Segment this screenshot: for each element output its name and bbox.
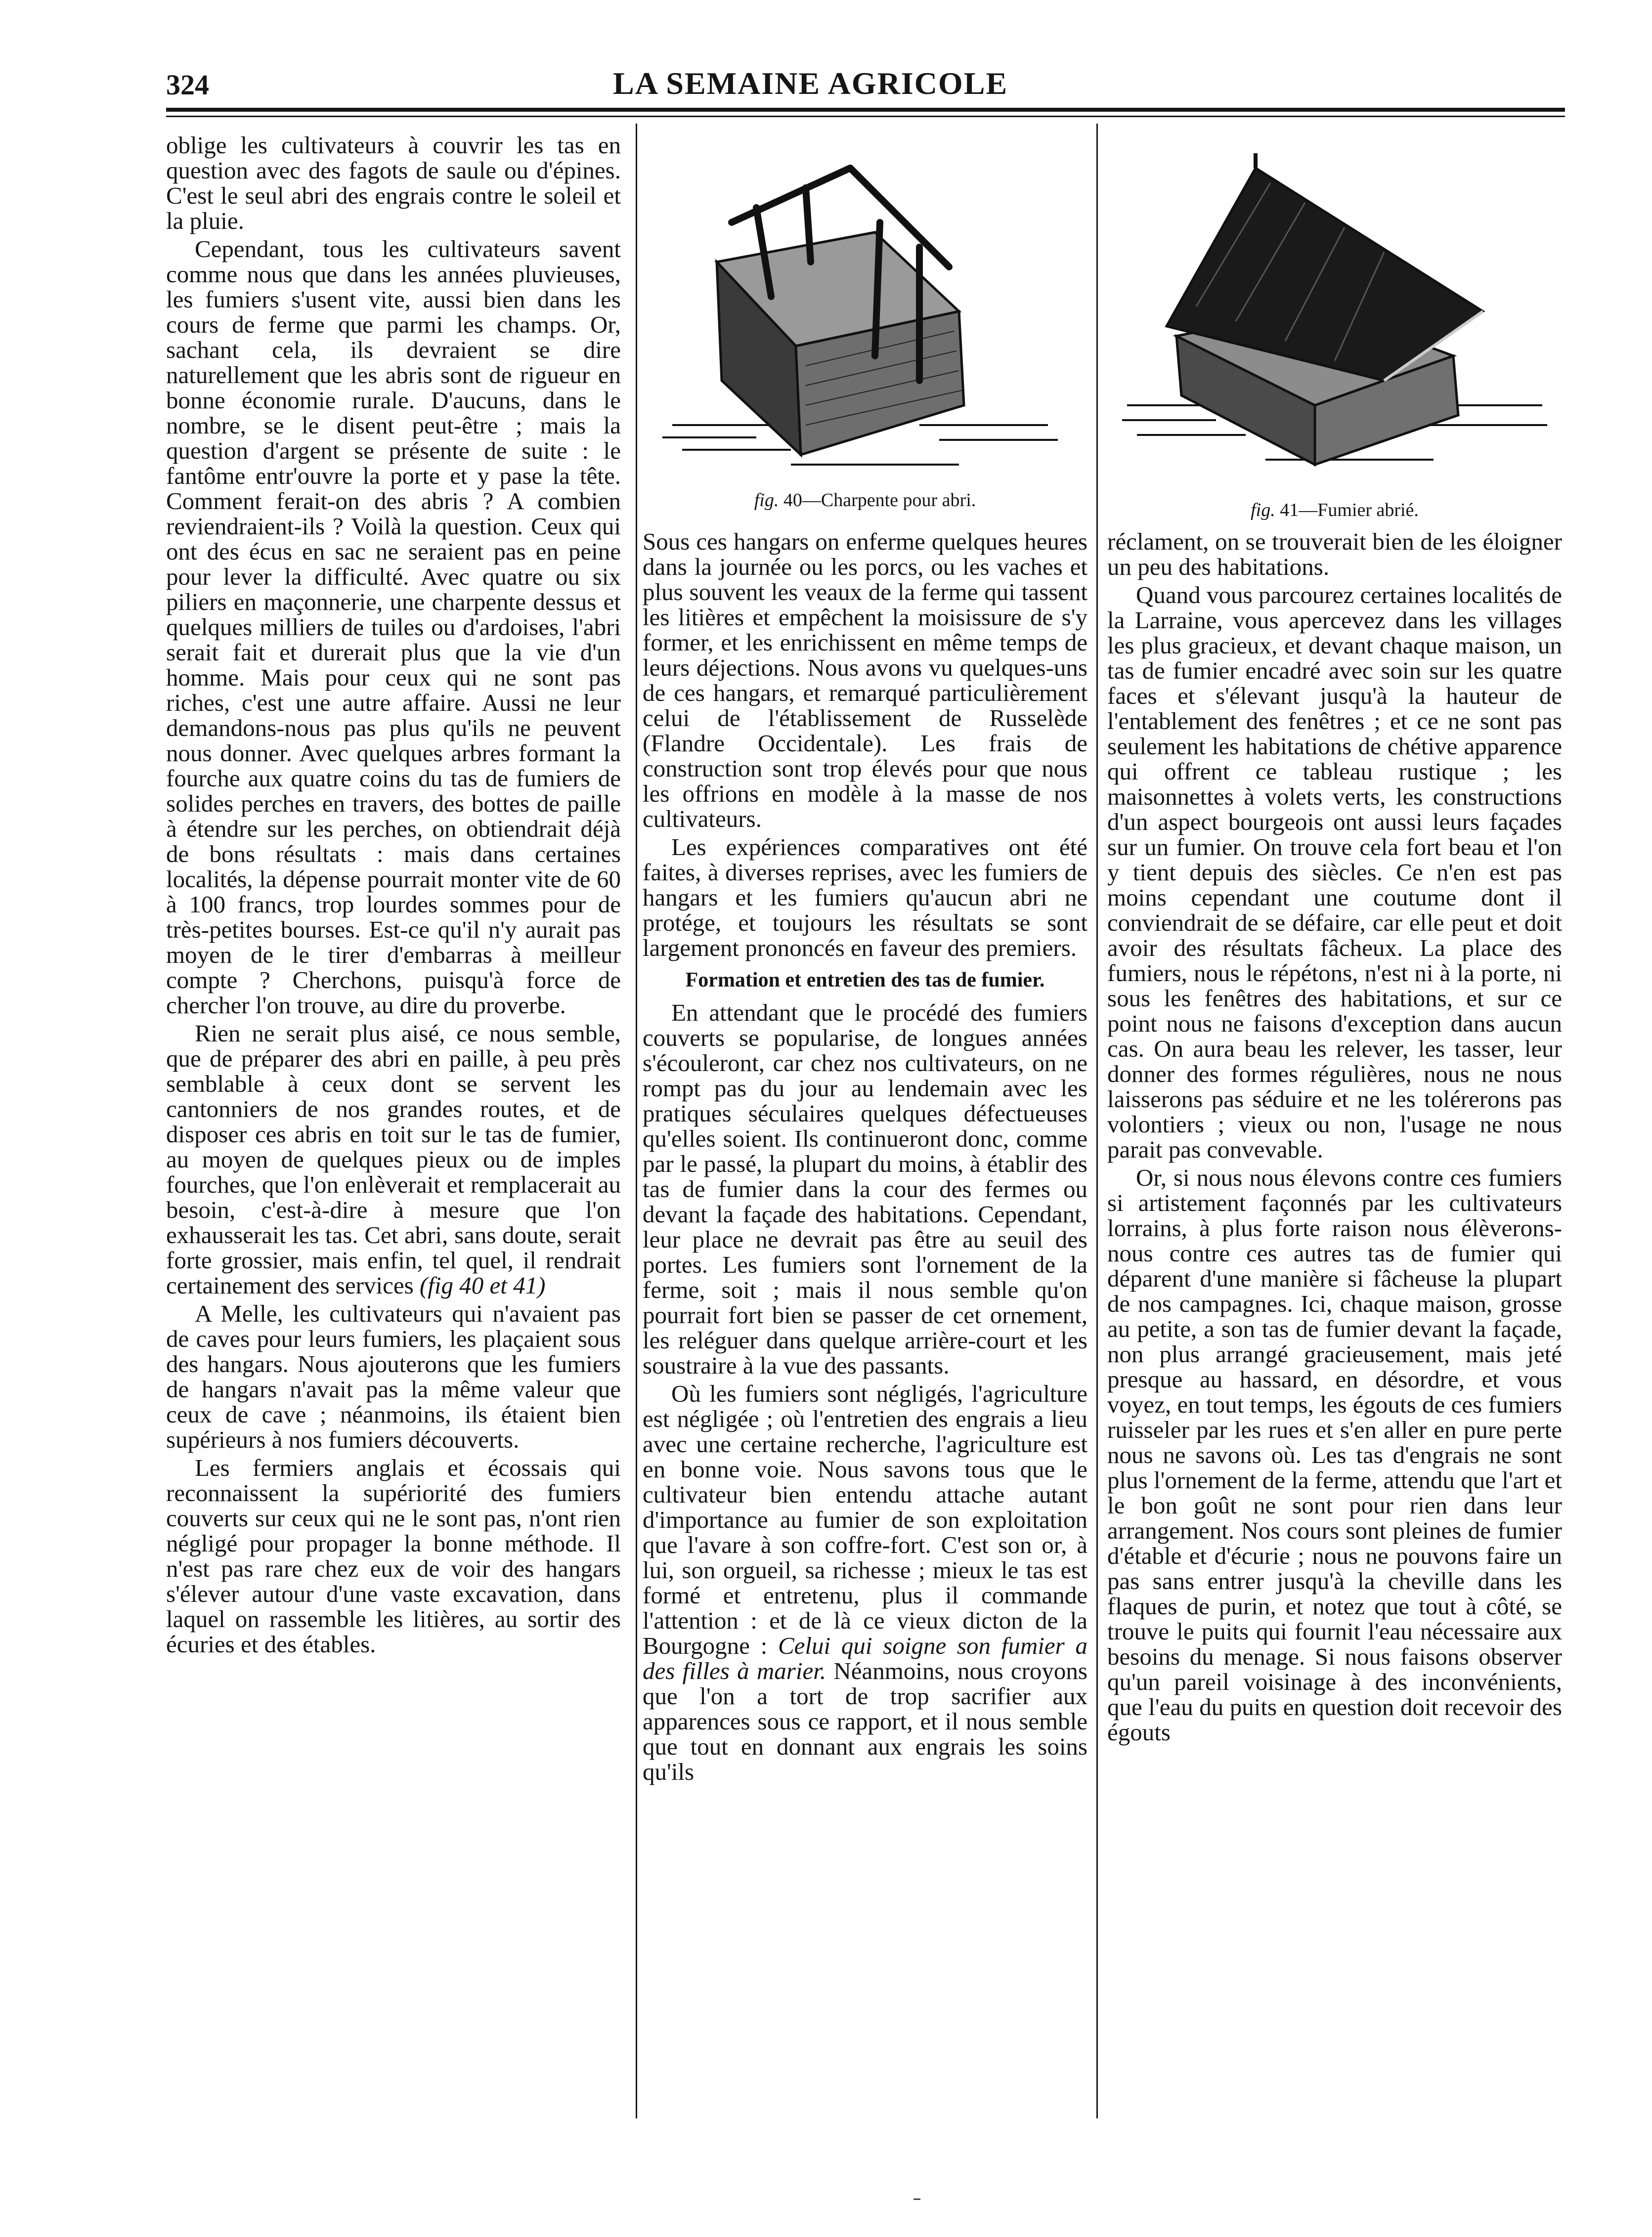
figure-40-illustration (643, 148, 1087, 484)
column-1 (166, 132, 621, 2114)
figure-caption-text: —Fumier abrié. (1299, 500, 1419, 520)
paragraph: Les fermiers anglais et écossais qui reconnaissent la supériorité des fumiers couverts sur ceux qui ne le sont pas, n'ont rien négligé pour propager la bonne méthode. Il n'est pas rare chez eux de voir des hangars s'élever autour d'une vaste excavation, dans laquel on rassemble les litières, au sortir des écuries et des étables. (166, 1454, 621, 1658)
proverb-quote: Celui qui soigne son fumier a des filles à marier. (643, 1632, 1087, 1684)
paragraph-text: Néanmoins, nous croyons que l'on a tort de trop sacrifier aux apparences sous ce rapport, et il nous semble que tout en donnant aux engrais les soins qu'ils (643, 1657, 1087, 1785)
section-heading: Formation et entretien des tas de fumier. (685, 969, 1045, 991)
paragraph: A Melle, les cultivateurs qui n'avaient pas de caves pour leurs fumiers, les plaçaient sous des hangars. Nous ajouterons que les fumiers de hangars n'avait pas la même valeur que ceux de cave ; néanmoins, ils étaient bien supérieurs à nos fumiers découverts. (166, 1300, 621, 1453)
paragraph: Les expériences comparatives ont été faites, à diverses reprises, avec les fumiers de hangars et les fumiers qu'aucun abri ne protége, et toujours les résultats se sont largement prononcés en faveur des premiers. (643, 833, 1087, 961)
figure-number: 41 (1280, 500, 1299, 520)
column-3 (1107, 529, 1562, 2110)
paragraph: réclament, on se trouverait bien de les éloigner un peu des habitations. (1107, 529, 1562, 580)
paragraph: Sous ces hangars on enferme quelques heures dans la journée ou les porcs, ou les vaches et plus souvent les veaux de la ferme qui tassent les litières et empêchent la moisissure de s'y former, et les enrichissent en même temps de leurs déjections. Nous avons vu quelques-uns de ces hangars, et remarqué particulièrement celui de l'établissement de Russelède (Flandre Occidentale). Les frais de construction sont trop élevés pour que nous les offrions en modèle à la masse de nos cultivateurs. (643, 529, 1087, 832)
paragraph (643, 1381, 1087, 1784)
paragraph-text: Où les fumiers sont négligés, l'agriculture est négligée ; où l'entretien des engrais a lieu avec une certaine recherche, l'agriculture est en bonne voie. Nous savons tous que le cultivateur bien entendu attache autant d'importance au fumier de son exploitation que l'avare à son coffre-fort. C'est son or, à lui, son orgueil, sa richesse ; mieux le tas est formé et entretenu, plus il commande l'attention : et de là ce vieux dicton de la Bourgogne : (643, 1380, 1087, 1659)
running-title: LA SEMAINE AGRICOLE (613, 66, 1008, 101)
paragraph: En attendant que le procédé des fumiers couverts se popularise, de longues années s'écouleront, car chez nos cultivateurs, on ne rompt pas du jour au lendemain avec les pratiques séculaires quelques défectueuses qu'elles soient. Ils continueront donc, comme par le passé, la plupart du moins, à établir des tas de fumier dans la cour des fermes ou devant la façade des habitations. Cependant, leur place ne devrait pas être au seuil des portes. Les fumiers sont l'ornement de la ferme, soit ; mais il nous semble qu'on pourrait fort bien se passer de cet ornement, les reléguer dans quelque arrière-court et les soustraire à la vue des passants. (643, 999, 1087, 1379)
paragraph (166, 1021, 621, 1298)
paragraph: Or, si nous nous élevons contre ces fumiers si artistement façonnés par les cultivateurs lorrains, à plus forte raison nous élèverons-nous contre ces autres tas de fumier qui déparent d'une manière si fâcheuse la plupart de nos campagnes. Ici, chaque maison, grosse au petite, a son tas de fumier devant la façade, non plus arrangé gracieusement, mais jeté presque au hassard, en désordre, et vous voyez, en tout temps, les égouts de ces fumiers ruisseler par les rues et s'en aller en pure perte nous ne savons où. Les tas d'engrais ne sont plus l'ornement de la ferme, attendu que l'art et le bon goût ne sont pour rien dans leur arrangement. Nos cours sont pleines de fumier d'étable et d'écurie ; nous ne pouvons faire un pas sans entrer jusqu'à la cheville dans les flaques de purin, et notez que tout à côté, se trouve le puits qui fournit l'eau nécessaire aux besoins du menage. Si nous faisons observer qu'un pareil voisinage à des inconvénients, que l'eau du puits en question doit recevoir des égouts (1107, 1164, 1562, 1746)
figure-label: fig. (1251, 500, 1275, 520)
figure-41 (1107, 148, 1562, 521)
column-rule-left (636, 124, 637, 2118)
figure-40 (643, 148, 1087, 511)
figure-number: 40 (783, 490, 802, 511)
paragraph: Quand vous parcourez certaines localités de la Larraine, vous apercevez dans les villages les plus gracieux, et devant chaque maison, un tas de fumier encadré avec soin sur les quatre faces et s'élevant jusqu'à la hauteur de l'entablement des fenêtres ; et ce ne sont pas seulement les habitations de chétive apparence qui offrent ce tableau rustique ; les maisonnettes à volets verts, les constructions d'un aspect bourgeois ont aussi leurs façades sur un fumier. On trouve cela fort beau et l'on y tient depuis des siècles. Ce n'en est pas moins cependant une coutume dont il conviendrait de se défaire, car elle peut et doit avoir des résultats fâcheux. La place des fumiers, nous le répétons, n'est ni à la porte, ni sous les fenêtres des habitations, et sur ce point nous ne faisons d'exception dans aucun cas. On aura beau les relever, les tasser, leur donner des formes régulières, nous ne nous laisserons pas séduire et ne les tolérerons pas volontiers ; vieux ou non, l'usage ne nous parait pas convevable. (1107, 581, 1562, 1163)
figure-41-caption (1107, 499, 1562, 521)
paragraph-text: Rien ne serait plus aisé, ce nous semble, que de préparer des abri en paille, à peu près semblable à ceux dont se servent les cantonniers de nos grandes routes, et de disposer ces abris en toit sur le tas de fumier, au moyen de quelques pieux ou de imples fourches, que l'on enlèverait et remplacerait au besoin, c'est-à-dire à mesure que l'on exhausserait les tas. Cet abri, sans doute, serait forte grossier, mais enfin, tel quel, il rendrait certainement des services (166, 1020, 621, 1299)
footer-mark (913, 2198, 920, 2200)
paragraph: Cependant, tous les cultivateurs savent comme nous que dans les années pluvieuses, les fumiers s'usent vite, aussi bien dans les cours de ferme que parmi les champs. Or, sachant cela, ils devraient se dire naturellement que les abris sont de rigueur en bonne économie rurale. D'aucuns, dans le nombre, se le disent peut-être ; mais la question d'argent se présente de suite : le fantôme entr'ouvre la porte et y pase la tête. Comment ferait-on des abris ? A combien reviendraient-ils ? Voilà la question. Ceux qui ont des écus en sac ne seraient pas en peine pour lever la difficulté. Avec quatre ou six piliers en maçonnerie, une charpente dessus et quelques milliers de tuiles ou d'ardoises, l'abri serait fait et durerait plus que la vie d'un homme. Mais pour ceux qui ne sont pas riches, c'est une autre affaire. Aussi ne leur demandons-nous pas plus qu'ils ne peuvent nous donner. Avec quelques arbres formant la fourche aux quatre coins du tas de fumiers de solides perches en travers, des bottes de paille à étendre sur les perches, on obtiendrait déjà de bons résultats : mais dans certaines localités, la dépense pourrait monter vite de 60 à 100 francs, trop lourdes sommes pour de très-petites bourses. Est-ce qu'il n'y aurait pas moyen de le tirer d'embarras à meilleur compte ? Cherchons, puisqu'à force de chercher l'on trouve, au dire du proverbe. (166, 235, 621, 1019)
header-rule-thin (166, 116, 1565, 117)
column-2 (643, 529, 1087, 2110)
header-rule-thick (166, 108, 1565, 112)
figure-label: fig. (754, 490, 779, 511)
figure-41-illustration (1107, 148, 1562, 494)
page-number: 324 (166, 69, 209, 101)
column-rule-right (1096, 124, 1098, 2118)
paragraph: oblige les cultivateurs à couvrir les tas en question avec des fagots de saule ou d'épines. C'est le seul abri des engrais contre le soleil et la pluie. (166, 132, 621, 234)
figure-reference: (fig 40 et 41) (419, 1272, 546, 1299)
figure-40-caption (643, 489, 1087, 511)
figure-caption-text: —Charpente pour abri. (802, 490, 976, 511)
